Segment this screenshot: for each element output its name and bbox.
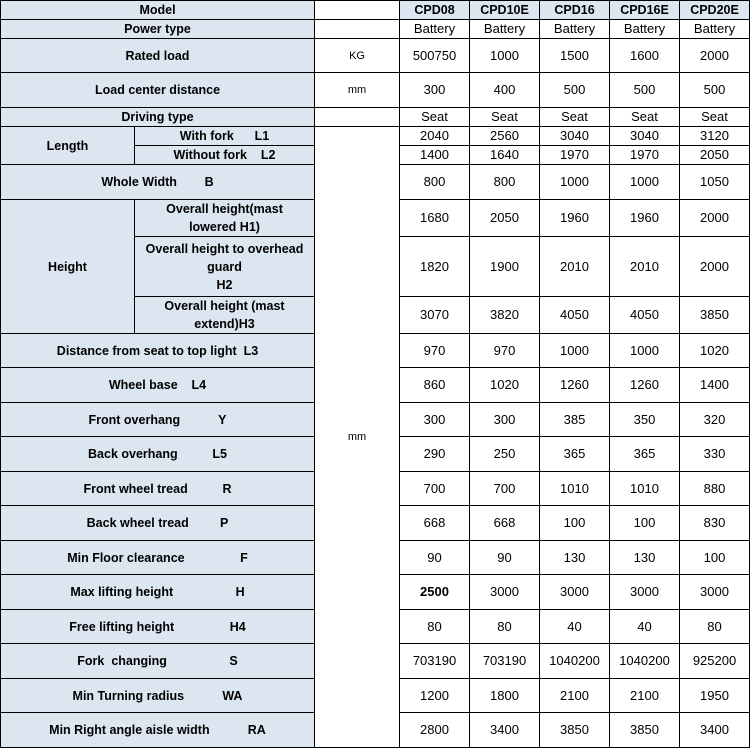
length-group-label: Length [1, 127, 135, 165]
value-cell: 2100 [540, 679, 610, 713]
length-with-fork-row [1, 127, 750, 146]
value-cell: 40 [610, 610, 680, 644]
value-cell: 3850 [540, 713, 610, 748]
value-cell: 1900 [470, 237, 540, 297]
value-cell: 1400 [400, 146, 470, 165]
value-cell: 300 [400, 73, 470, 108]
row-label: Distance from seat to top light L3 [1, 334, 315, 368]
whole-width-label: Whole Width B [1, 165, 315, 200]
value-cell: 1050 [680, 165, 750, 200]
value-cell: 3070 [400, 297, 470, 334]
model-cpd16e: CPD16E [610, 1, 680, 20]
value-cell: 1680 [400, 200, 470, 237]
label-line: guard [207, 259, 242, 274]
model-cpd08: CPD08 [400, 1, 470, 20]
value-cell: 1960 [540, 200, 610, 237]
label-line: Overall height (mast [164, 299, 285, 313]
value-cell: 100 [680, 541, 750, 575]
driving-type-row [1, 108, 750, 127]
value-cell: 3040 [540, 127, 610, 146]
value-cell: 1040200 [540, 644, 610, 679]
with-fork-label: With fork L1 [135, 127, 315, 146]
value-cell: Battery [470, 20, 540, 39]
overall-height-extend-label [135, 297, 315, 334]
overall-height-lowered-label [135, 200, 315, 237]
value-cell: 2800 [400, 713, 470, 748]
value-cell: 1970 [610, 146, 680, 165]
empty-cell [315, 20, 400, 39]
value-cell: 880 [680, 472, 750, 506]
value-cell: 830 [680, 506, 750, 541]
value-cell: 1200 [400, 679, 470, 713]
value-cell: 2010 [610, 237, 680, 297]
value-cell: 365 [610, 437, 680, 472]
empty-cell [315, 108, 400, 127]
value-cell: Battery [540, 20, 610, 39]
value-cell: 1500 [540, 39, 610, 73]
value-cell: 1970 [540, 146, 610, 165]
power-type-label: Power type [1, 20, 315, 39]
value-cell: Seat [540, 108, 610, 127]
model-cpd20e: CPD20E [680, 1, 750, 20]
height-group-label: Height [1, 200, 135, 334]
value-cell: 2100 [610, 679, 680, 713]
value-cell: 500 [680, 73, 750, 108]
value-cell: 700 [400, 472, 470, 506]
row-label: Min Right angle aisle width RA [1, 713, 315, 748]
value-cell: 3000 [680, 575, 750, 610]
value-cell: 320 [680, 403, 750, 437]
value-cell: 300 [400, 403, 470, 437]
unit-mm-merged: mm [315, 127, 400, 748]
value-cell: 100 [610, 506, 680, 541]
value-cell: 350 [610, 403, 680, 437]
label-line: Overall height(mast [166, 202, 283, 216]
unit-kg: KG [315, 39, 400, 73]
value-cell: 2000 [680, 39, 750, 73]
row-label: Back wheel tread P [1, 506, 315, 541]
value-cell: 703190 [400, 644, 470, 679]
value-cell: 80 [680, 610, 750, 644]
value-cell: 80 [400, 610, 470, 644]
value-cell: Seat [400, 108, 470, 127]
value-cell: 925200 [680, 644, 750, 679]
value-cell: 1600 [610, 39, 680, 73]
value-cell: Seat [610, 108, 680, 127]
value-cell: 1010 [540, 472, 610, 506]
load-center-label: Load center distance [1, 73, 315, 108]
value-cell: 1020 [470, 368, 540, 403]
value-cell: 1950 [680, 679, 750, 713]
row-label: Wheel base L4 [1, 368, 315, 403]
value-cell: 860 [400, 368, 470, 403]
model-cpd10e: CPD10E [470, 1, 540, 20]
value-cell: 100 [540, 506, 610, 541]
load-center-row [1, 73, 750, 108]
row-label: Front overhang Y [1, 403, 315, 437]
value-cell: 2560 [470, 127, 540, 146]
value-cell: 2010 [540, 237, 610, 297]
value-cell: 2040 [400, 127, 470, 146]
row-label: Back overhang L5 [1, 437, 315, 472]
overall-height-guard-label [135, 237, 315, 297]
row-label: Fork changing S [1, 644, 315, 679]
row-label: Free lifting height H4 [1, 610, 315, 644]
value-cell: 1000 [470, 39, 540, 73]
value-cell: 365 [540, 437, 610, 472]
value-cell: 1960 [610, 200, 680, 237]
value-cell: 703190 [470, 644, 540, 679]
value-cell: 80 [470, 610, 540, 644]
value-cell: 90 [400, 541, 470, 575]
label-line: H2 [216, 277, 233, 292]
value-cell: 250 [470, 437, 540, 472]
value-cell: 4050 [610, 297, 680, 334]
model-cpd16: CPD16 [540, 1, 610, 20]
value-cell: 500 [540, 73, 610, 108]
value-cell: Battery [610, 20, 680, 39]
without-fork-label: Without fork L2 [135, 146, 315, 165]
value-cell: 1800 [470, 679, 540, 713]
value-cell: 800 [400, 165, 470, 200]
value-cell: 668 [400, 506, 470, 541]
value-cell: 700 [470, 472, 540, 506]
value-cell: 1260 [540, 368, 610, 403]
label-line: Overall height to overhead [145, 241, 304, 256]
value-cell: 130 [610, 541, 680, 575]
model-row [1, 1, 750, 20]
value-cell: 90 [470, 541, 540, 575]
value-cell: 1010 [610, 472, 680, 506]
value-cell: 4050 [540, 297, 610, 334]
value-cell: 2500 [400, 575, 470, 610]
row-label: Max lifting height H [1, 575, 315, 610]
rated-load-row [1, 39, 750, 73]
value-cell: 970 [400, 334, 470, 368]
value-cell: 970 [470, 334, 540, 368]
row-label: Min Turning radius WA [1, 679, 315, 713]
value-cell: 2000 [680, 237, 750, 297]
model-label: Model [1, 1, 315, 20]
value-cell: 1640 [470, 146, 540, 165]
value-cell: Seat [680, 108, 750, 127]
value-cell: 1260 [610, 368, 680, 403]
value-cell: 400 [470, 73, 540, 108]
value-cell: 1000 [610, 334, 680, 368]
value-cell: 1000 [610, 165, 680, 200]
value-cell: 130 [540, 541, 610, 575]
power-type-row [1, 20, 750, 39]
value-cell: Battery [400, 20, 470, 39]
value-cell: 668 [470, 506, 540, 541]
value-cell: 3000 [610, 575, 680, 610]
value-cell: 1000 [540, 334, 610, 368]
value-cell: 500750 [400, 39, 470, 73]
value-cell: 300 [470, 403, 540, 437]
label-line: lowered H1) [189, 220, 260, 234]
value-cell: 2000 [680, 200, 750, 237]
unit-mm: mm [315, 73, 400, 108]
value-cell: 1020 [680, 334, 750, 368]
rated-load-label: Rated load [1, 39, 315, 73]
value-cell: 3820 [470, 297, 540, 334]
value-cell: Battery [680, 20, 750, 39]
value-cell: 40 [540, 610, 610, 644]
value-cell: 3400 [680, 713, 750, 748]
empty-cell [315, 1, 400, 20]
row-label: Front wheel tread R [1, 472, 315, 506]
value-cell: 1400 [680, 368, 750, 403]
value-cell: 800 [470, 165, 540, 200]
value-cell: 1820 [400, 237, 470, 297]
value-cell: 3000 [470, 575, 540, 610]
value-cell: 2050 [470, 200, 540, 237]
value-cell: 500 [610, 73, 680, 108]
value-cell: 2050 [680, 146, 750, 165]
value-cell: 1040200 [610, 644, 680, 679]
value-cell: 3850 [680, 297, 750, 334]
value-cell: Seat [470, 108, 540, 127]
value-cell: 3040 [610, 127, 680, 146]
value-cell: 3850 [610, 713, 680, 748]
value-cell: 330 [680, 437, 750, 472]
value-cell: 3120 [680, 127, 750, 146]
value-cell: 1000 [540, 165, 610, 200]
value-cell: 290 [400, 437, 470, 472]
value-cell: 3400 [470, 713, 540, 748]
label-line: extend)H3 [194, 317, 255, 331]
value-cell: 3000 [540, 575, 610, 610]
value-cell: 385 [540, 403, 610, 437]
row-label: Min Floor clearance F [1, 541, 315, 575]
driving-type-label: Driving type [1, 108, 315, 127]
